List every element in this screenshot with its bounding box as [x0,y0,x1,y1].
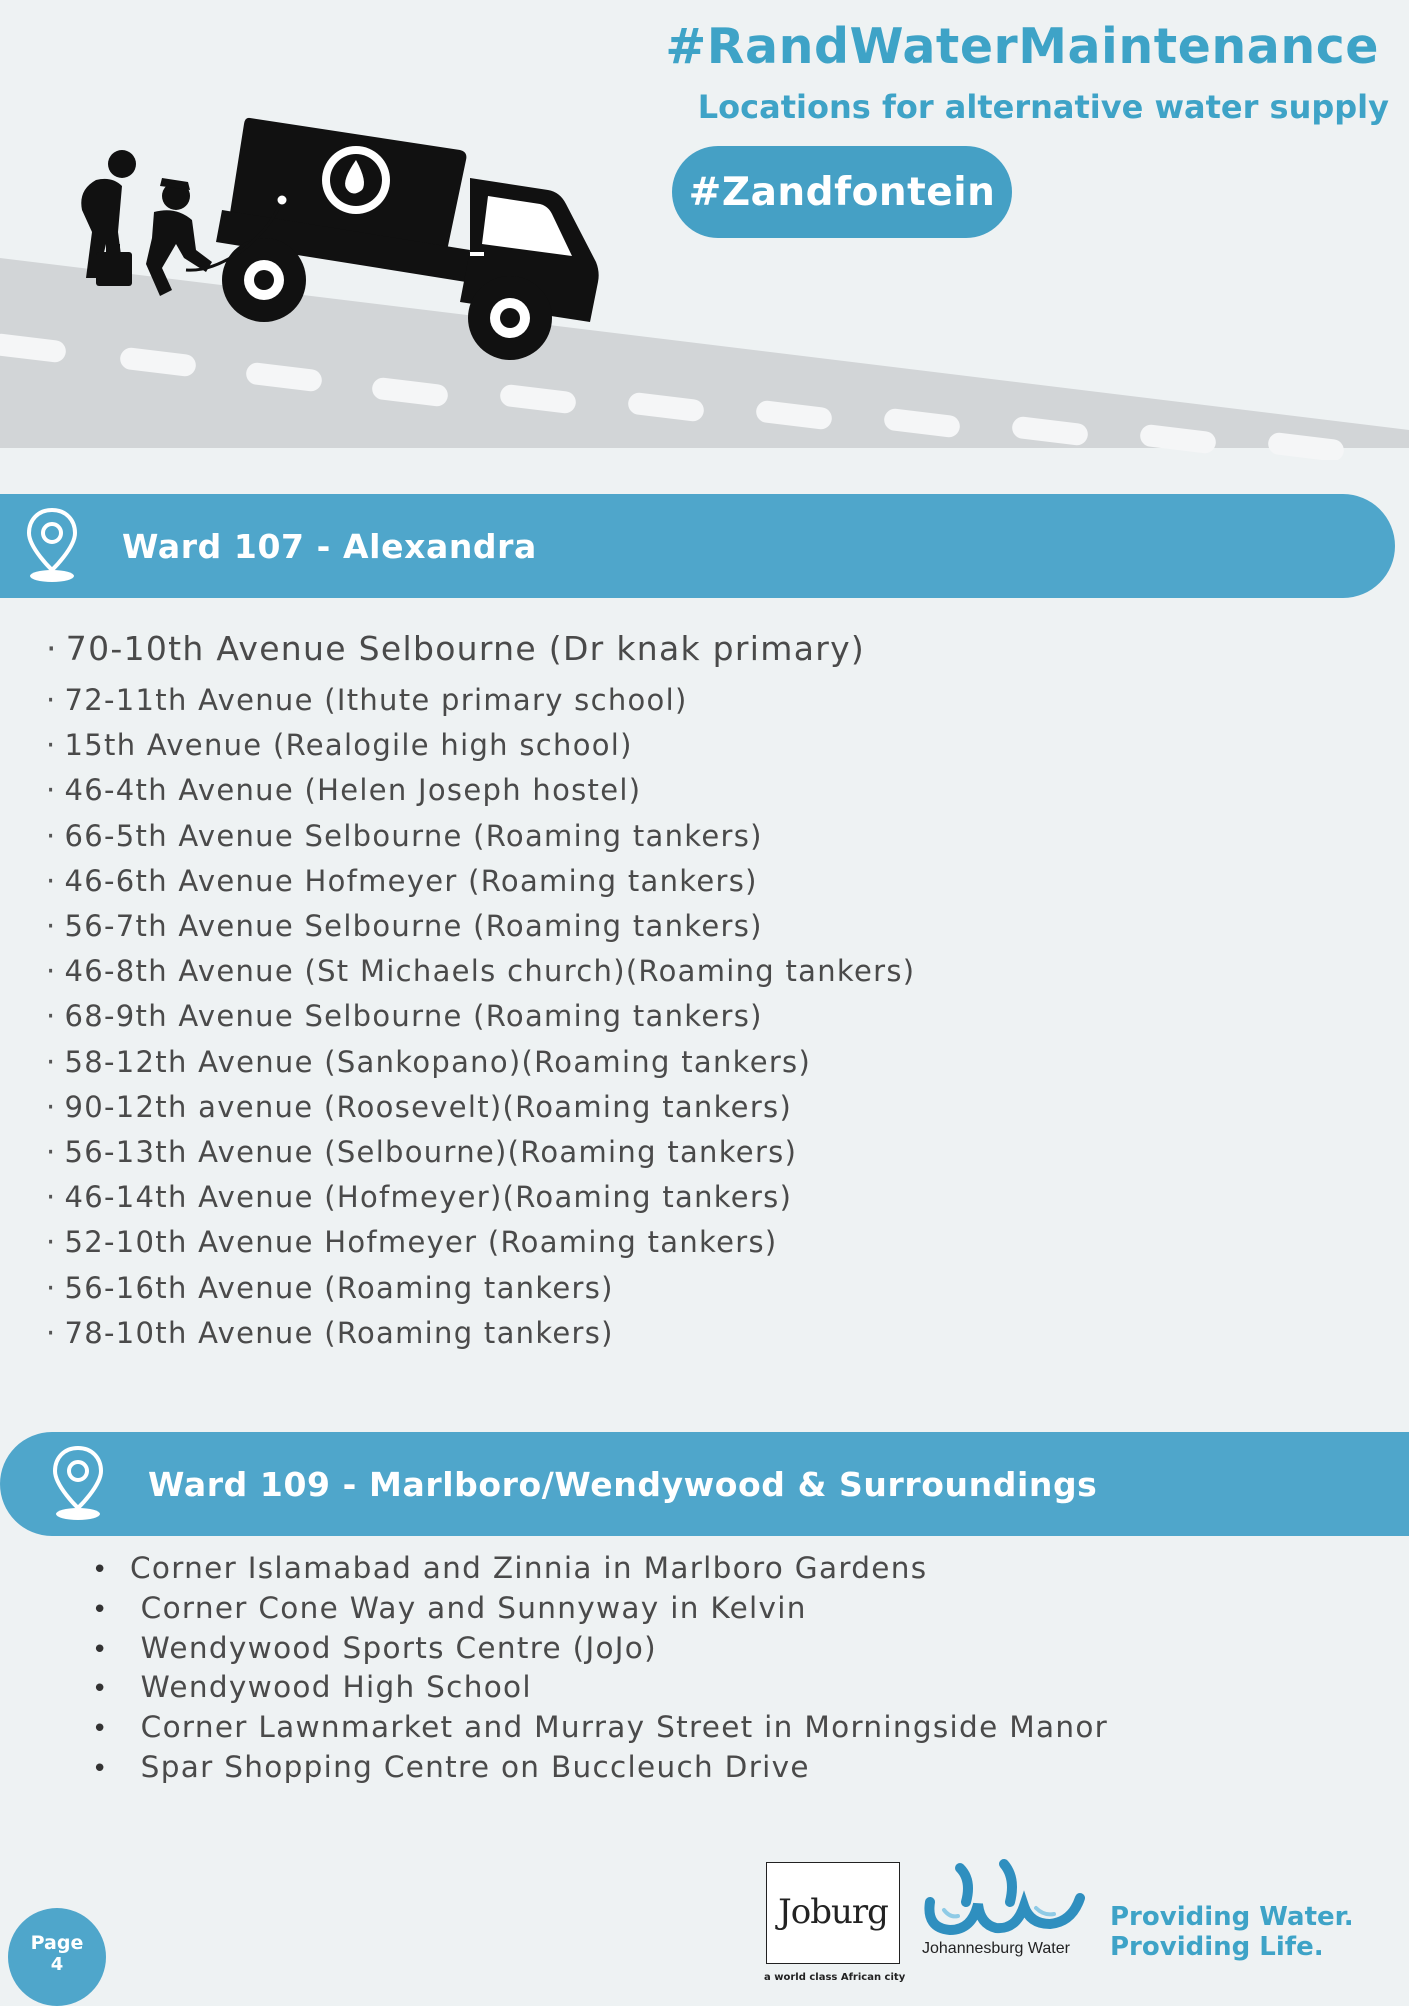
road-icon [0,258,1409,448]
hero-illustration [0,100,1409,460]
list-item: · 46-14th Avenue (Hofmeyer)(Roaming tankers) [46,1175,915,1220]
list-item: · 78-10th Avenue (Roaming tankers) [46,1311,915,1356]
list-item: · 72-11th Avenue (Ithute primary school) [46,678,915,723]
page-subtitle: Locations for alternative water supply [697,88,1389,126]
list-item: · 56-16th Avenue (Roaming tankers) [46,1266,915,1311]
list-item: · 52-10th Avenue Hofmeyer (Roaming tankers) [46,1220,915,1265]
list-item: • Corner Islamabad and Zinnia in Marlboro Gardens [92,1550,1108,1590]
location-pin-icon [20,504,84,588]
johannesburg-water-logo-icon [920,1858,1090,1938]
list-item: • Wendywood High School [92,1669,1108,1709]
slogan-line-1: Providing Water. [1110,1902,1354,1932]
joburg-logo [764,1862,906,1988]
list-item: · 56-13th Avenue (Selbourne)(Roaming tankers) [46,1130,915,1175]
list-item: · 46-6th Avenue Hofmeyer (Roaming tankers) [46,859,915,904]
page-number-badge [8,1908,106,2006]
list-item: · 58-12th Avenue (Sankopano)(Roaming tankers) [46,1040,915,1085]
page-title: #RandWaterMaintenance [665,18,1379,75]
joburg-tagline: a world class African city [764,1972,906,1983]
list-item: · 70-10th Avenue Selbourne (Dr knak primary) [46,620,915,678]
list-item: • Corner Lawnmarket and Murray Street in Morningside Manor [92,1709,1108,1749]
johannesburg-water-name: Johannesburg Water [922,1940,1070,1957]
ward-107-banner [0,494,1395,598]
list-item: · 66-5th Avenue Selbourne (Roaming tankers) [46,814,915,859]
location-pin-icon [46,1442,110,1526]
ward-107-title: Ward 107 - Alexandra [122,526,537,566]
ward-107-locations [46,620,915,1356]
slogan-line-2: Providing Life. [1110,1932,1324,1962]
list-item: · 46-4th Avenue (Helen Joseph hostel) [46,768,915,813]
ward-109-banner [0,1432,1409,1536]
list-item: · 90-12th avenue (Roosevelt)(Roaming tankers) [46,1085,915,1130]
ward-109-title: Ward 109 - Marlboro/Wendywood & Surroundings [148,1464,1098,1504]
list-item: · 68-9th Avenue Selbourne (Roaming tankers) [46,994,915,1039]
workers-with-jerrycan-icon [81,150,212,296]
area-tag-badge: #Zandfontein [672,146,1012,238]
list-item: · 46-8th Avenue (St Michaels church)(Roaming tankers) [46,949,915,994]
list-item: • Wendywood Sports Centre (JoJo) [92,1630,1108,1670]
water-drop-icon [322,146,390,214]
page-label: Page [30,1932,84,1954]
slogan [1110,1902,1354,1962]
joburg-logo-wordmark: Joburg [778,1892,888,1932]
list-item: · 56-7th Avenue Selbourne (Roaming tankers) [46,904,915,949]
page-number: 4 [50,1954,64,1975]
list-item: • Spar Shopping Centre on Buccleuch Drive [92,1749,1108,1789]
ward-109-locations [92,1550,1108,1789]
list-item: • Corner Cone Way and Sunnyway in Kelvin [92,1590,1108,1630]
list-item: · 15th Avenue (Realogile high school) [46,723,915,768]
